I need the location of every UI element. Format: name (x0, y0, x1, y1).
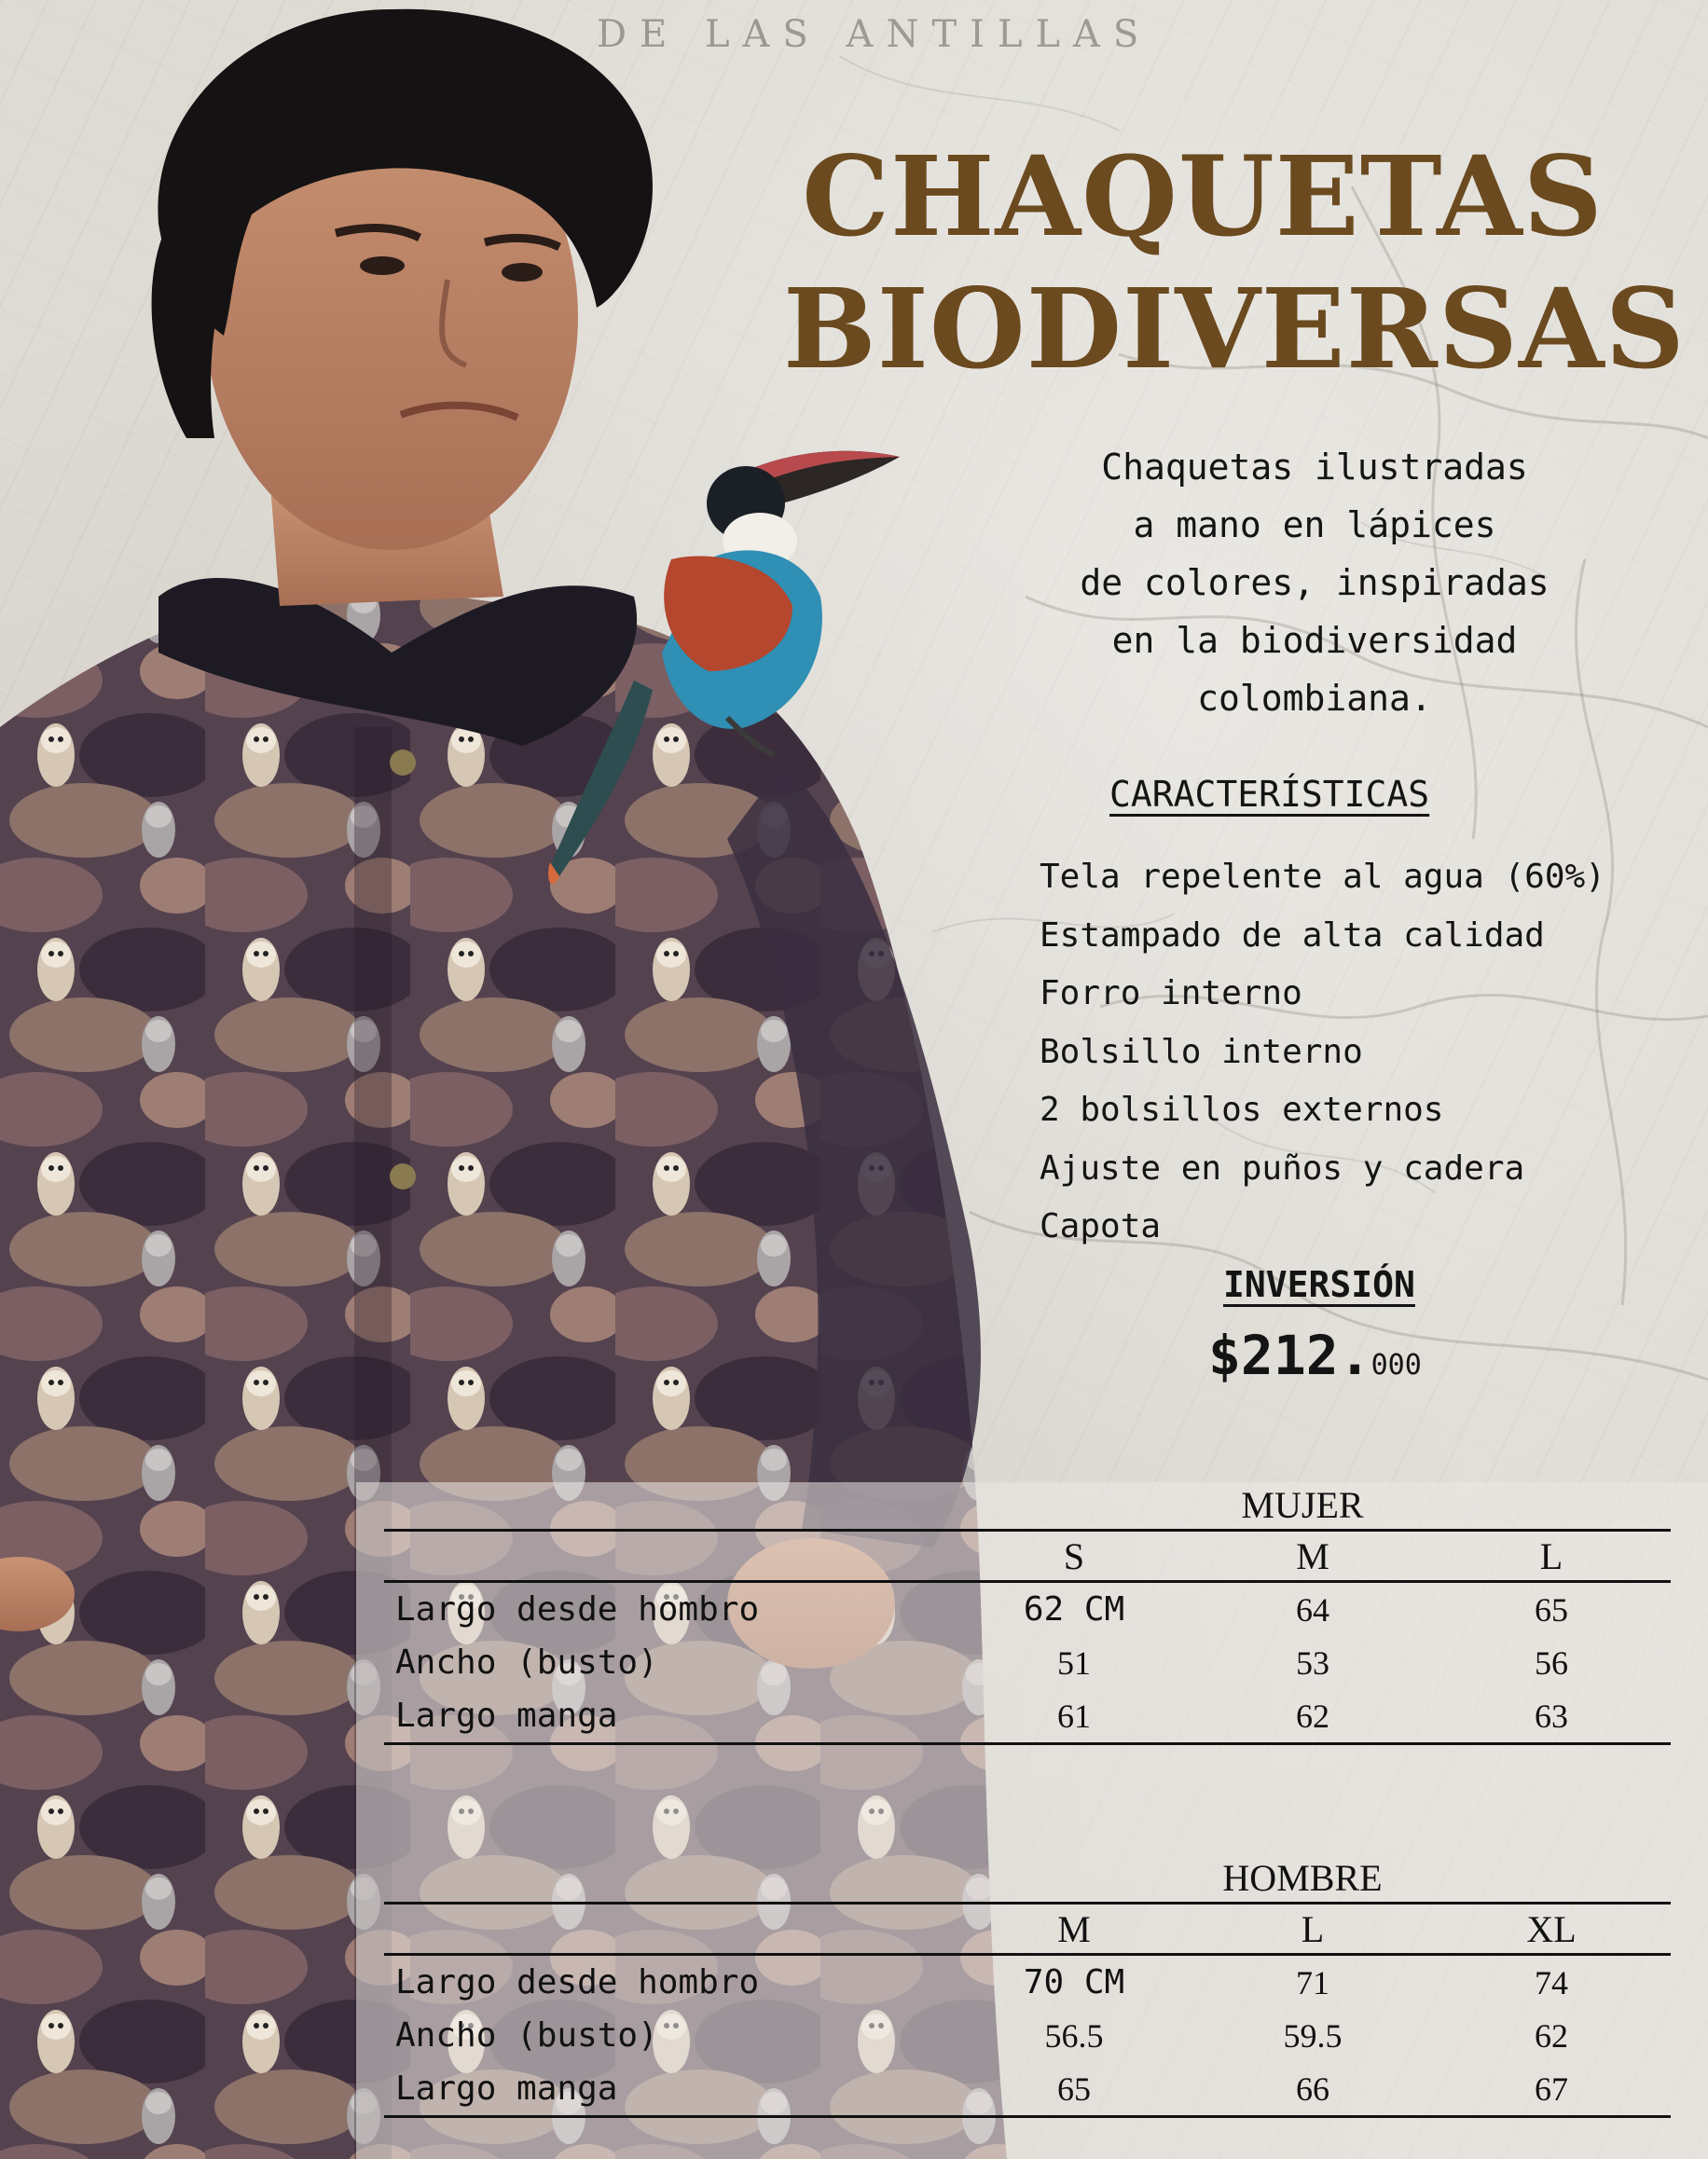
size-header: S (955, 1532, 1193, 1582)
intro-line: en la biodiversidad (1111, 620, 1518, 661)
row-label: Largo desde hombro (395, 1590, 760, 1629)
page-title (783, 131, 1686, 395)
table-row (384, 2009, 1671, 2062)
feature-item: Forro interno (1040, 974, 1302, 1012)
table-row (384, 1689, 1671, 1744)
women-size-table (384, 1482, 1671, 1745)
intro-line: a mano en lápices (1133, 504, 1496, 545)
table-row (384, 1582, 1671, 1637)
feature-item: Ajuste en puños y cadera (1040, 1148, 1525, 1188)
feature-item: Bolsillo interno (1040, 1032, 1363, 1071)
investment-heading: INVERSIÓN (1223, 1264, 1415, 1305)
size-header: M (1193, 1532, 1432, 1582)
table-header-row (384, 1905, 1671, 1955)
cell-value: 63 (1432, 1689, 1671, 1744)
title-line-2: BIODIVERSAS (783, 264, 1686, 393)
women-table-title: MUJER (1241, 1484, 1364, 1526)
size-header: L (1193, 1905, 1432, 1955)
map-header-text: DE LAS ANTILLAS (597, 13, 1152, 56)
title-line-1: CHAQUETAS (802, 131, 1604, 261)
feature-item: Estampado de alta calidad (1040, 915, 1545, 955)
cell-value: 71 (1296, 1963, 1329, 2001)
men-size-table (384, 1855, 1671, 2118)
feature-item: Tela repelente al agua (60%) (1040, 858, 1605, 896)
table-row (384, 2062, 1671, 2117)
cell-value: 62 (1193, 1689, 1432, 1744)
cell-value: 53 (1296, 1643, 1329, 1682)
cell-value: 64 (1296, 1590, 1329, 1629)
price-cents: 000 (1371, 1349, 1422, 1382)
cell-value: 61 (955, 1689, 1193, 1744)
features-list (1040, 848, 1674, 1257)
cell-value: 62 (1535, 2016, 1568, 2055)
cell-value: 70 CM (1023, 1963, 1125, 2001)
intro-line: de colores, inspiradas (1080, 562, 1550, 603)
cell-value: 65 (955, 2062, 1193, 2117)
cell-value: 56.5 (1044, 2016, 1104, 2055)
row-label: Largo manga (384, 2062, 955, 2117)
table-row (384, 1955, 1671, 2010)
header-spacer (384, 1532, 955, 1582)
header-spacer (384, 1905, 955, 1955)
features-heading: CARACTERÍSTICAS (1109, 774, 1430, 815)
cell-value: 67 (1432, 2062, 1671, 2117)
intro-line: colombiana. (1197, 678, 1432, 719)
price-main: $212 (1208, 1324, 1339, 1387)
cell-value: 51 (1057, 1643, 1091, 1682)
cell-value: 56 (1535, 1643, 1568, 1682)
cell-value: 62 CM (1023, 1590, 1125, 1629)
cell-value: 65 (1535, 1590, 1568, 1629)
cell-value: 74 (1535, 1963, 1568, 2001)
size-header: L (1432, 1532, 1671, 1582)
row-label: Ancho (busto) (395, 1643, 658, 1682)
cell-value: 59.5 (1283, 2016, 1343, 2055)
size-header: M (955, 1905, 1193, 1955)
row-label: Ancho (busto) (395, 2016, 658, 2055)
size-header: XL (1432, 1905, 1671, 1955)
intro-paragraph (988, 438, 1641, 727)
price (1208, 1324, 1422, 1387)
price-dot: . (1338, 1324, 1371, 1387)
table-row (384, 1636, 1671, 1689)
intro-line: Chaquetas ilustradas (1101, 447, 1528, 488)
men-table-title: HOMBRE (1222, 1857, 1383, 1899)
feature-item: 2 bolsillos externos (1040, 1091, 1444, 1129)
table-header-row (384, 1532, 1671, 1582)
row-label: Largo manga (384, 1689, 955, 1744)
row-label: Largo desde hombro (395, 1963, 760, 2001)
feature-item: Capota (1040, 1207, 1162, 1245)
cell-value: 66 (1193, 2062, 1432, 2117)
